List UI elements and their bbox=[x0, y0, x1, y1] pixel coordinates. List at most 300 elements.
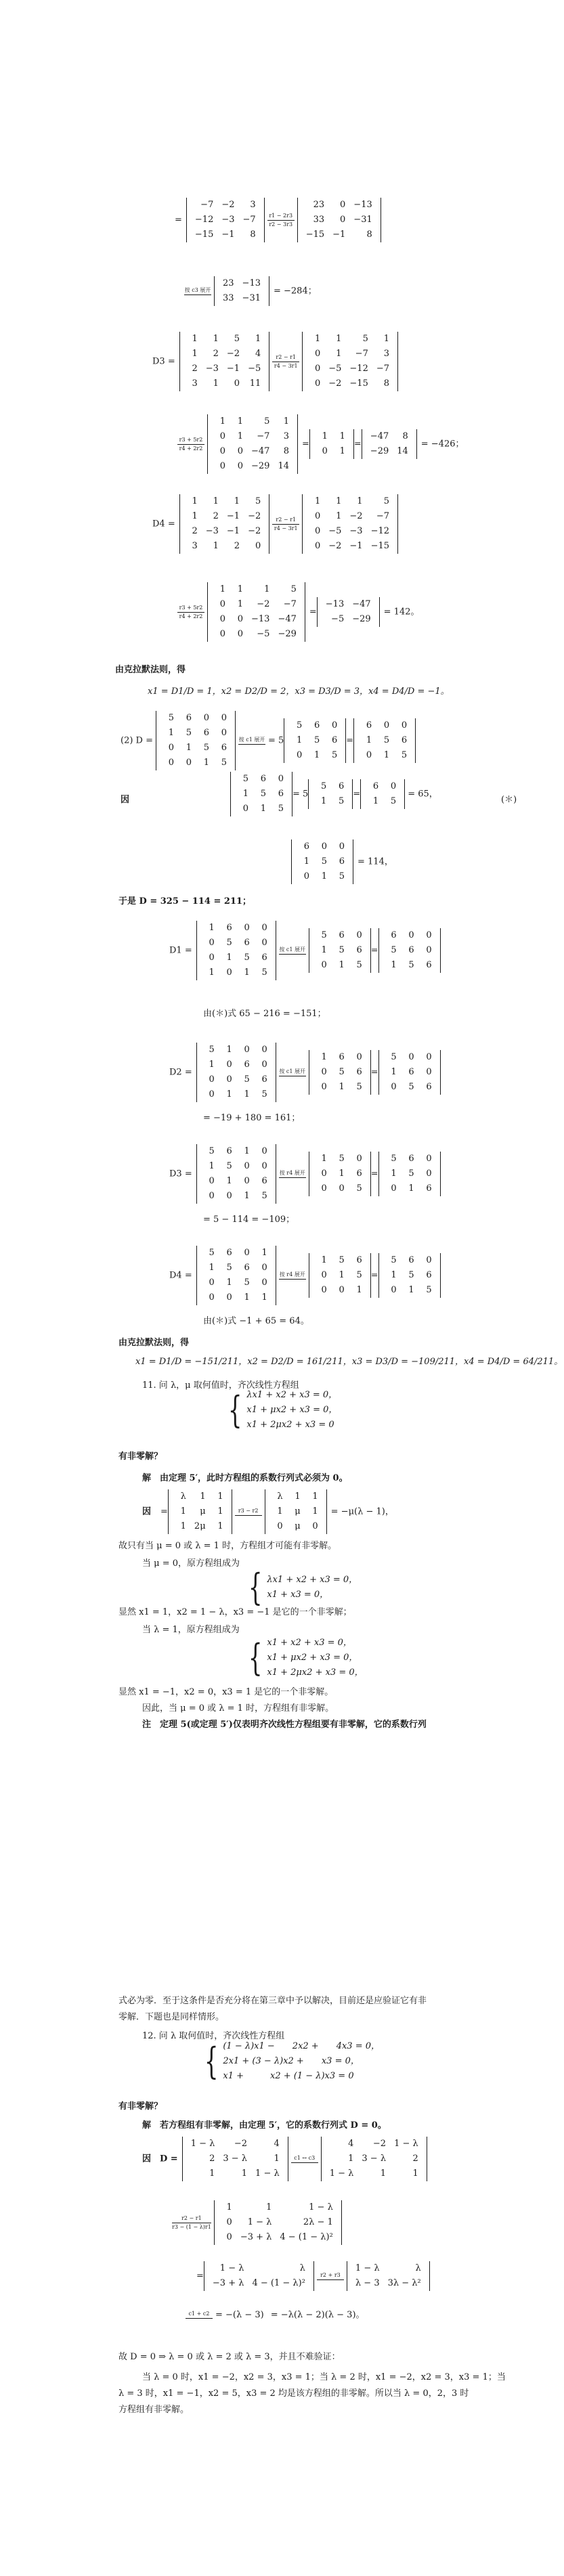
matrix-cell: 0 bbox=[221, 728, 227, 738]
matrix-cell: 0 bbox=[244, 1161, 250, 1171]
row-operation bbox=[235, 1508, 262, 1516]
text: D2 = bbox=[169, 1067, 192, 1078]
equation-row bbox=[118, 2386, 469, 2399]
matrix-cell: 1 bbox=[213, 334, 219, 344]
matrix-cell: −2 bbox=[221, 200, 235, 210]
matrix-cell: 6 bbox=[244, 938, 250, 948]
matrix-cell: 0 bbox=[408, 1052, 414, 1062]
matrix-cell: 1 bbox=[339, 1082, 345, 1092]
matrix-cell: −5 bbox=[328, 526, 342, 536]
matrix-cell: 0 bbox=[314, 349, 321, 359]
matrix-cell: 0 bbox=[321, 1082, 327, 1092]
matrix-cell: 1 bbox=[314, 496, 321, 506]
solution-intro: 解 若方程组有非零解，由定理 5′，它的系数行列式 D = 0。 bbox=[142, 2120, 387, 2131]
text: = bbox=[370, 1169, 378, 1179]
cramer-heading: 由克拉默法则，得 bbox=[118, 1338, 190, 1348]
matrix-cell: 1 bbox=[209, 1263, 215, 1273]
matrix-cell: 0 bbox=[261, 1263, 267, 1273]
matrix-cell: 1 bbox=[209, 967, 215, 978]
matrix-cell: 1 bbox=[408, 1183, 414, 1194]
brace: { bbox=[227, 1389, 242, 1431]
operation-label: 按 r4 展开 bbox=[279, 1271, 305, 1278]
matrix-cell: 6 bbox=[339, 781, 345, 791]
equation-row bbox=[203, 1110, 300, 1123]
matrix-cell: 1 bbox=[314, 334, 321, 344]
matrix-cell: 0 bbox=[356, 1052, 362, 1062]
matrix-cell: 1 bbox=[234, 496, 240, 506]
matrix-cell: −13 bbox=[353, 200, 372, 210]
matrix-cell: 2 bbox=[192, 526, 198, 536]
matrix-cell: 5 bbox=[209, 1248, 215, 1258]
matrix-cell: 23 bbox=[223, 278, 234, 288]
matrix-cell: 0 bbox=[261, 1060, 267, 1070]
matrix-cell: 5 bbox=[339, 796, 345, 806]
matrix-cell: 8 bbox=[283, 446, 289, 456]
determinant bbox=[207, 414, 298, 474]
text: 式必为零．至于这条件是否充分将在第三章中予以解决，目前还是应验证它有非 bbox=[118, 1996, 427, 2006]
matrix-cell: 5 bbox=[339, 1154, 345, 1164]
matrix-cell: 4 − (1 − λ)² bbox=[280, 2232, 333, 2242]
operation-arrow-line bbox=[279, 1279, 306, 1280]
matrix-cell: 1 bbox=[192, 349, 198, 359]
text: 故 D = 0 ⇒ λ = 0 或 λ = 2 或 λ = 3，并且不难验证： bbox=[118, 2352, 341, 2362]
matrix-cell: 33 bbox=[223, 293, 234, 303]
matrix-cell: 8 bbox=[366, 230, 372, 240]
determinant bbox=[302, 494, 398, 554]
matrix-cell: 0 bbox=[226, 1060, 232, 1070]
matrix-cell: −2 bbox=[372, 2139, 387, 2149]
matrix-cell: 1 bbox=[295, 1491, 301, 1502]
operation-label: c1 ↔ c3 bbox=[294, 2154, 316, 2161]
matrix-cell: 1 bbox=[321, 1154, 327, 1164]
matrix-cell: 6 bbox=[221, 743, 227, 753]
matrix-cell: 11 bbox=[249, 378, 261, 389]
matrix-cell: 1 bbox=[336, 349, 342, 359]
text: = bbox=[353, 789, 361, 800]
matrix-cell: 5 bbox=[356, 1183, 362, 1194]
equation-row bbox=[118, 2009, 224, 2022]
equation-row bbox=[121, 711, 416, 770]
matrix-cell: 23 bbox=[313, 200, 325, 210]
matrix-cell: 0 bbox=[339, 1183, 345, 1194]
matrix-cell: 1 bbox=[321, 871, 327, 881]
matrix-cell: 1 bbox=[348, 2154, 354, 2164]
matrix-cell: 1 bbox=[391, 960, 397, 970]
matrix-cell: −1 bbox=[332, 230, 346, 240]
operation-label: r3 + 5r2 bbox=[179, 436, 203, 443]
matrix-cell: 0 bbox=[237, 461, 243, 471]
text: = −19 + 180 = 161； bbox=[203, 1113, 301, 1123]
matrix-cell: 0 bbox=[209, 1278, 215, 1288]
matrix-cell: 5 bbox=[408, 1082, 414, 1092]
matrix-cell: 0 bbox=[219, 614, 225, 624]
equation-system bbox=[244, 1566, 358, 1609]
text: = 114， bbox=[357, 856, 393, 867]
matrix-cell: 5 bbox=[383, 496, 390, 506]
matrix-cell: 6 bbox=[426, 1270, 432, 1280]
matrix-cell: 1 bbox=[357, 496, 363, 506]
matrix-cell: 0 bbox=[366, 750, 372, 760]
matrix-cell: −47 bbox=[278, 614, 297, 624]
matrix-cell: 1 bbox=[209, 1060, 215, 1070]
text: λ = 3 时，x1 = −1，x2 = 5，x3 = 2 均是该方程组的非零解。所以当 λ = 0，2，3 时 bbox=[118, 2388, 469, 2399]
matrix-cell: 0 bbox=[244, 1176, 250, 1186]
equation-row bbox=[142, 2370, 506, 2382]
matrix-cell: 14 bbox=[397, 446, 408, 456]
text: = bbox=[175, 215, 182, 225]
matrix-cell: 5 bbox=[260, 789, 266, 799]
matrix-cell: 5 bbox=[321, 856, 327, 867]
matrix-cell: −7 bbox=[200, 200, 214, 210]
matrix-cell: 1 bbox=[213, 496, 219, 506]
matrix-cell: 1 − λ bbox=[247, 2217, 272, 2227]
row-operation bbox=[177, 605, 204, 620]
matrix-cell: 4 − (1 − λ)² bbox=[252, 2278, 305, 2288]
matrix-cell: 0 bbox=[339, 842, 345, 852]
matrix-cell: −3 + λ bbox=[240, 2232, 272, 2242]
text: = bbox=[301, 439, 309, 450]
text: 故只有当 μ = 0 或 λ = 1 时，方程组才可能有非零解。 bbox=[118, 1541, 337, 1551]
matrix-cell: −5 bbox=[331, 614, 345, 624]
matrix-cell: 1 bbox=[192, 334, 198, 344]
text: = −λ(λ − 2)(λ − 3)。 bbox=[270, 2310, 365, 2320]
text: = 65， bbox=[408, 789, 438, 800]
matrix-cell: 0 bbox=[426, 1255, 432, 1265]
matrix-cell: 1 bbox=[322, 431, 328, 441]
matrix-cell: 1 bbox=[226, 1089, 232, 1099]
text: = bbox=[353, 439, 362, 450]
matrix-cell: −47 bbox=[352, 599, 371, 609]
matrix-cell: 5 bbox=[261, 1089, 267, 1099]
matrix-cell: 5 bbox=[339, 945, 345, 955]
matrix-cell: 0 bbox=[242, 804, 248, 814]
matrix-cell: λ − 3 bbox=[355, 2278, 380, 2288]
equation-row bbox=[175, 198, 381, 242]
matrix-cell: 6 bbox=[226, 923, 232, 933]
determinant bbox=[309, 1050, 371, 1095]
matrix-cell: −29 bbox=[278, 629, 297, 639]
matrix-cell: 6 bbox=[391, 930, 397, 940]
matrix-cell: −7 bbox=[257, 431, 270, 441]
matrix-cell: 3 bbox=[192, 378, 198, 389]
determinant bbox=[179, 494, 270, 554]
matrix-cell: 1 bbox=[274, 2154, 280, 2164]
text: = 142。 bbox=[383, 607, 420, 617]
matrix-cell: 1 bbox=[321, 945, 327, 955]
operation-arrow-line bbox=[184, 294, 211, 295]
matrix-cell: 8 bbox=[250, 230, 256, 240]
matrix-cell: 1 bbox=[391, 1169, 397, 1179]
matrix-cell: 6 bbox=[261, 1074, 267, 1085]
operation-label: r4 + 2r2 bbox=[179, 445, 203, 452]
text: = 5 bbox=[268, 735, 284, 746]
matrix-cell: 1 bbox=[412, 2168, 418, 2179]
matrix-cell: 5 bbox=[391, 1255, 397, 1265]
equation-row bbox=[118, 1684, 333, 1697]
matrix-cell: 6 bbox=[408, 1255, 414, 1265]
question-tail: 有非零解？ bbox=[118, 1451, 163, 1462]
determinant bbox=[309, 1253, 371, 1298]
equation-row bbox=[142, 1622, 240, 1635]
matrix-cell: 0 bbox=[237, 614, 243, 624]
equation-row bbox=[118, 894, 251, 907]
matrix-cell: 6 bbox=[244, 1263, 250, 1273]
matrix-cell: 2 bbox=[213, 349, 219, 359]
matrix-cell: −12 bbox=[349, 364, 368, 374]
system-lines bbox=[246, 1388, 337, 1433]
operation-arrow-line bbox=[279, 954, 306, 955]
matrix-cell: 1 bbox=[244, 1191, 250, 1201]
matrix-cell: −2 bbox=[234, 2139, 248, 2149]
matrix-cell: 6 bbox=[356, 1169, 362, 1179]
matrix-cell: 0 bbox=[401, 720, 408, 730]
matrix-cell: 0 bbox=[321, 1183, 327, 1194]
matrix-cell: 5 bbox=[314, 735, 320, 745]
text: 当 λ = 1，原方程组成为 bbox=[142, 1625, 240, 1635]
matrix-cell: 5 bbox=[297, 720, 303, 730]
matrix-cell: 5 bbox=[186, 728, 192, 738]
system-equation: λx1 + x2 + x3 = 0， bbox=[267, 1575, 358, 1585]
text: 由(＊)式 65 − 216 = −151； bbox=[203, 1009, 326, 1019]
matrix-cell: 5 bbox=[401, 750, 408, 760]
determinant bbox=[309, 429, 354, 459]
system-equation: (1 − λ)x1 − 2x2 + 4x3 = 0， bbox=[223, 2041, 380, 2051]
matrix-cell: 6 bbox=[356, 1067, 362, 1077]
matrix-cell: 0 bbox=[237, 446, 243, 456]
determinant bbox=[214, 276, 269, 306]
matrix-cell: 4 bbox=[255, 349, 261, 359]
matrix-cell: 1 bbox=[380, 2168, 387, 2179]
matrix-cell: 5 bbox=[321, 930, 327, 940]
text: = bbox=[196, 2271, 204, 2282]
matrix-cell: 1 bbox=[372, 796, 379, 806]
determinant bbox=[347, 2261, 430, 2291]
operation-label: r2 − 3r3 bbox=[269, 221, 293, 227]
matrix-cell: 1 − λ bbox=[219, 2263, 244, 2273]
matrix-cell: −13 bbox=[251, 614, 270, 624]
equation-row bbox=[142, 1701, 334, 1713]
matrix-cell: 4 bbox=[274, 2139, 280, 2149]
matrix-cell: 5 bbox=[244, 953, 250, 963]
matrix-cell: μ bbox=[295, 1506, 301, 1516]
text: = bbox=[346, 735, 354, 746]
cramer-heading: 由克拉默法则，得 bbox=[115, 665, 186, 675]
matrix-cell: 2 bbox=[412, 2154, 418, 2164]
matrix-cell: −15 bbox=[305, 230, 325, 240]
matrix-cell: 1 bbox=[242, 789, 248, 799]
equation-row bbox=[244, 1636, 364, 1680]
matrix-cell: 0 bbox=[426, 930, 432, 940]
equation-row bbox=[121, 792, 129, 805]
matrix-cell: 6 bbox=[408, 1067, 414, 1077]
matrix-cell: 0 bbox=[186, 758, 192, 768]
matrix-cell: −13 bbox=[325, 599, 345, 609]
determinant bbox=[297, 198, 381, 242]
equation-row bbox=[169, 1246, 441, 1305]
equation-row bbox=[200, 2039, 380, 2084]
matrix-cell: −2 bbox=[248, 511, 261, 521]
system-equation: x1 + μx2 + x3 = 0， bbox=[246, 1405, 338, 1415]
equation-mark: (＊) bbox=[501, 795, 517, 805]
determinant bbox=[156, 711, 236, 770]
system-equation: x1 + 2μx2 + x3 = 0 bbox=[246, 1420, 334, 1430]
brace: { bbox=[248, 1636, 263, 1679]
matrix-cell: 6 bbox=[226, 1248, 232, 1258]
matrix-cell: 0 bbox=[321, 1270, 327, 1280]
matrix-cell: 0 bbox=[226, 1292, 232, 1303]
matrix-cell: 0 bbox=[244, 923, 250, 933]
matrix-cell: 1 bbox=[244, 1089, 250, 1099]
system-lines bbox=[267, 1573, 357, 1602]
equation-row bbox=[175, 414, 464, 474]
matrix-cell: μ bbox=[200, 1506, 206, 1516]
matrix-cell: 6 bbox=[356, 1255, 362, 1265]
matrix-cell: 3 − λ bbox=[362, 2154, 387, 2164]
determinant bbox=[284, 718, 346, 763]
matrix-cell: 0 bbox=[321, 960, 327, 970]
matrix-cell: 1 bbox=[339, 960, 345, 970]
matrix-cell: 5 bbox=[426, 1285, 432, 1295]
matrix-cell: 0 bbox=[339, 1285, 345, 1295]
equation-row bbox=[142, 1717, 427, 1730]
matrix-cell: 1 bbox=[209, 2168, 215, 2179]
row-operation bbox=[177, 437, 204, 452]
system-lines bbox=[223, 2039, 380, 2084]
text: = −284； bbox=[273, 286, 317, 297]
matrix-cell: 6 bbox=[186, 713, 192, 723]
matrix-cell: −2 bbox=[257, 599, 270, 609]
equation-row bbox=[169, 1144, 441, 1204]
determinant bbox=[378, 928, 441, 973]
matrix-cell: 1 bbox=[383, 334, 390, 344]
matrix-cell: 6 bbox=[314, 720, 320, 730]
system-equation: λx1 + x2 + x3 = 0， bbox=[246, 1390, 338, 1400]
matrix-cell: 2 bbox=[213, 511, 219, 521]
matrix-cell: 0 bbox=[226, 1191, 232, 1201]
matrix-cell: 6 bbox=[261, 953, 267, 963]
matrix-cell: 1 bbox=[237, 584, 243, 594]
matrix-cell: 1 bbox=[336, 334, 342, 344]
matrix-cell: 0 bbox=[314, 541, 321, 551]
text: D3 = bbox=[169, 1169, 192, 1179]
determinant bbox=[291, 839, 353, 884]
equation-row bbox=[169, 1043, 441, 1102]
matrix-cell: 1 bbox=[261, 1248, 267, 1258]
matrix-cell: −29 bbox=[370, 446, 389, 456]
matrix-cell: 1 − λ bbox=[255, 2168, 280, 2179]
matrix-cell: 2 bbox=[234, 541, 240, 551]
matrix-cell: 1 bbox=[226, 2202, 232, 2212]
matrix-cell: 5 bbox=[226, 1161, 232, 1171]
matrix-cell: 6 bbox=[426, 1183, 432, 1194]
matrix-cell: 1 bbox=[366, 735, 372, 745]
system-equation: 2x1 + (3 − λ)x2 + x3 = 0， bbox=[223, 2056, 360, 2066]
matrix-cell: −5 bbox=[248, 364, 261, 374]
equation-row bbox=[175, 582, 420, 642]
matrix-cell: 1 bbox=[339, 431, 345, 441]
equation-row bbox=[142, 2137, 427, 2181]
matrix-cell: 2 bbox=[192, 364, 198, 374]
matrix-cell: 1 bbox=[226, 953, 232, 963]
determinant bbox=[207, 582, 305, 642]
operation-arrow-line bbox=[267, 220, 295, 221]
matrix-cell: 5 bbox=[209, 1146, 215, 1156]
matrix-cell: 1 bbox=[217, 1521, 223, 1531]
matrix-cell: 5 bbox=[390, 796, 397, 806]
operation-label: c1 + c2 bbox=[188, 2311, 210, 2317]
matrix-cell: −12 bbox=[194, 215, 214, 225]
matrix-cell: −15 bbox=[370, 541, 390, 551]
solution: x1 = D1/D = −151/211，x2 = D2/D = 161/211，x3 = D3/D = −109/211，x4 = D4/D = 64/211。 bbox=[135, 1357, 563, 1367]
matrix-cell: 0 bbox=[261, 923, 267, 933]
determinant bbox=[309, 928, 371, 973]
matrix-cell: 0 bbox=[391, 1285, 397, 1295]
matrix-cell: −1 bbox=[226, 511, 240, 521]
equation-row bbox=[115, 662, 186, 675]
equation-row bbox=[230, 772, 438, 816]
matrix-cell: 2 bbox=[209, 2154, 215, 2164]
matrix-cell: λ bbox=[299, 2263, 305, 2273]
row-operation bbox=[272, 517, 299, 532]
text: 显然 x1 = 1，x2 = 1 − λ，x3 = −1 是它的一个非零解； bbox=[118, 1607, 352, 1617]
matrix-cell: −7 bbox=[283, 599, 297, 609]
matrix-cell: −7 bbox=[376, 364, 390, 374]
label-yin: 因 bbox=[142, 1506, 152, 1517]
equation-row bbox=[203, 1313, 309, 1326]
determinant bbox=[196, 921, 276, 980]
matrix-cell: 0 bbox=[168, 743, 174, 753]
matrix-cell: 6 bbox=[332, 735, 338, 745]
question-tail: 有非零解？ bbox=[118, 2101, 163, 2112]
matrix-cell: −7 bbox=[242, 215, 256, 225]
matrix-cell: 6 bbox=[339, 930, 345, 940]
equation-row bbox=[118, 2349, 341, 2362]
matrix-cell: −3 bbox=[221, 215, 235, 225]
system-equation: x1 + x3 = 0， bbox=[267, 1590, 329, 1600]
matrix-cell: 6 bbox=[244, 1060, 250, 1070]
determinant bbox=[317, 597, 380, 627]
matrix-cell: 1 bbox=[219, 416, 225, 427]
matrix-cell: 1 bbox=[264, 584, 270, 594]
matrix-cell: 5 bbox=[332, 750, 338, 760]
equation-row bbox=[118, 1449, 162, 1462]
matrix-cell: 0 bbox=[226, 2217, 232, 2227]
matrix-cell: −3 bbox=[205, 364, 219, 374]
operation-label: r3 + 5r2 bbox=[179, 604, 203, 611]
text: = bbox=[309, 607, 317, 617]
equation-system bbox=[223, 1389, 338, 1431]
matrix-cell: 8 bbox=[402, 431, 408, 441]
matrix-cell: 6 bbox=[426, 960, 432, 970]
matrix-cell: 1 bbox=[209, 1161, 215, 1171]
row-operation bbox=[279, 946, 306, 955]
matrix-cell: 1 bbox=[312, 1506, 318, 1516]
matrix-cell: 6 bbox=[303, 842, 309, 852]
matrix-cell: 1 bbox=[244, 1146, 250, 1156]
matrix-cell: 6 bbox=[339, 856, 345, 867]
matrix-cell: 0 bbox=[209, 1176, 215, 1186]
matrix-cell: 0 bbox=[219, 599, 225, 609]
determinant bbox=[230, 772, 292, 816]
matrix-cell: −2 bbox=[328, 378, 342, 389]
matrix-cell: −47 bbox=[370, 431, 389, 441]
determinant bbox=[321, 2137, 427, 2181]
equation-row bbox=[203, 1212, 295, 1225]
operation-arrow-line bbox=[238, 744, 265, 745]
equation-row bbox=[142, 2118, 387, 2131]
matrix-cell: 1 bbox=[168, 728, 174, 738]
matrix-cell: 1 bbox=[180, 1521, 186, 1531]
